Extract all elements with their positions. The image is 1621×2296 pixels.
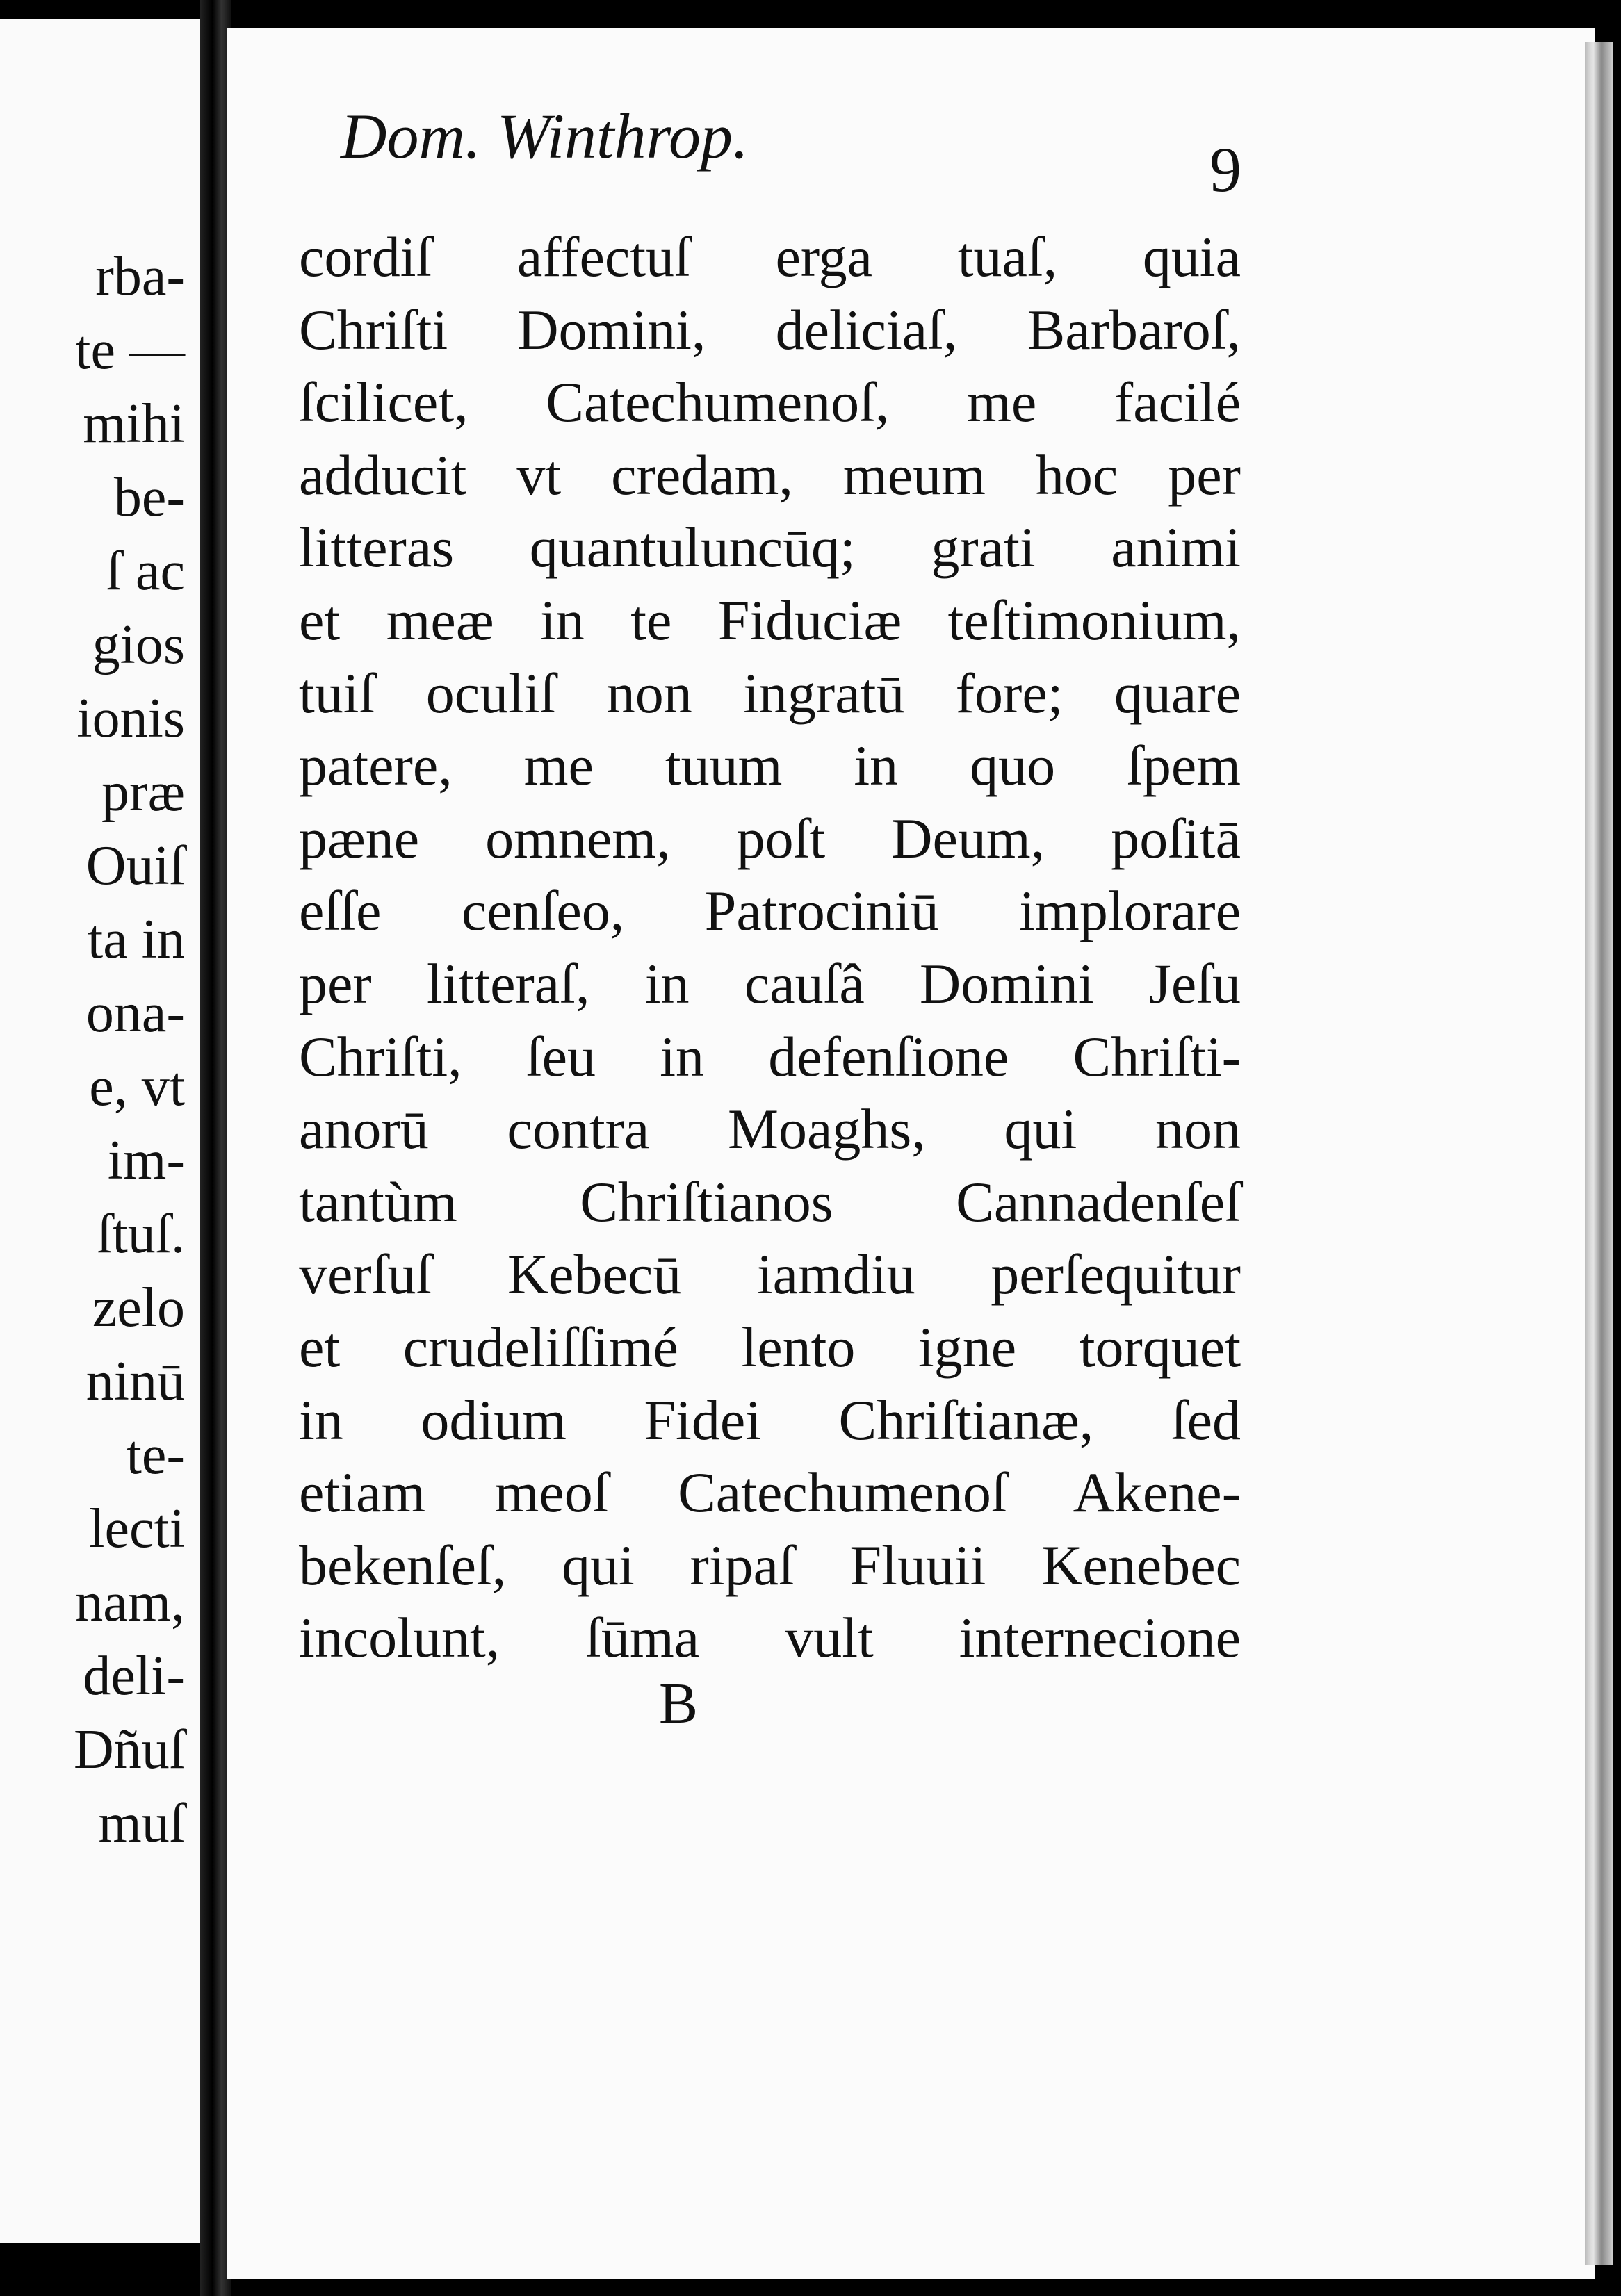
body-line: patere, me tuum in quo ſpem [299,734,1241,798]
body-line: eſſe cenſeo, Patrociniū implorare [299,879,1241,943]
page-number: 9 [1209,134,1241,205]
left-page-line: Ouiſ [85,835,185,896]
left-page-line: im- [107,1130,185,1191]
running-head: Dom. Winthrop. [341,101,749,172]
body-line: per litteraſ, in cauſâ Domini Jeſu [299,951,1241,1015]
left-page-line: Dñuſ [74,1719,185,1780]
body-line: cordiſ affectuſ erga tuaſ, quia [299,225,1241,288]
left-page-line: ſtuſ. [97,1204,185,1265]
body-line: Chriſti, ſeu in defenſione Chriſti- [299,1024,1241,1088]
body-line: verſuſ Kebecū iamdiu perſequitur [299,1243,1241,1306]
body-line: tuiſ oculiſ non ingratū fore; quare [299,661,1241,725]
left-page-line: e, vt [89,1056,185,1117]
left-page-line: te — [75,320,185,381]
left-page-line: muſ [98,1793,185,1854]
left-page-line: rba- [95,246,185,307]
left-page-line: ona- [85,983,185,1044]
body-line: etiam meoſ Catechumenoſ Akene- [299,1461,1241,1525]
body-line: in odium Fidei Chriſtianæ, ſed [299,1388,1241,1452]
left-page-line: nam, [75,1572,185,1633]
body-line: litteras quantuluncūq; grati animi [299,516,1241,580]
left-page-line: be- [113,467,185,528]
previous-page-fragment [0,19,200,2243]
left-page-line: præ [101,762,185,823]
body-line: et meæ in te Fiduciæ teſtimonium, [299,588,1241,652]
body-text [299,221,1241,1675]
body-line: incolunt, ſūma vult internecione [299,1606,1241,1670]
signature-mark: B [659,1671,699,1736]
body-line: et crudeliſſimé lento igne torquet [299,1315,1241,1379]
left-page-line: ta in [88,909,185,970]
body-line: anorū contra Moaghs, qui non [299,1097,1241,1161]
body-line: ſcilicet, Catechumenoſ, me facilé [299,370,1241,434]
body-line: pæne omnem, poſt Deum, poſitā [299,806,1241,870]
body-line: bekenſeſ, qui ripaſ Fluuii Kenebec [299,1533,1241,1597]
body-line: Chriſti Domini, deliciaſ, Barbaroſ, [299,297,1241,361]
body-line: tantùm Chriſtianos Cannadenſeſ [299,1170,1241,1233]
left-page-line: ionis [76,688,185,749]
left-page-line: zelo [92,1277,185,1338]
left-page-line: ſ ac [106,541,185,602]
left-page-line: ninū [85,1351,185,1412]
left-page-line: deli- [83,1646,185,1707]
left-page-line: gios [92,614,185,675]
body-line: adducit vt credam, meum hoc per [299,443,1241,507]
left-page-line: lecti [89,1498,185,1559]
left-page-line: mihi [83,393,185,454]
page-edge [1585,42,1613,2265]
left-page-line: te- [126,1425,185,1486]
